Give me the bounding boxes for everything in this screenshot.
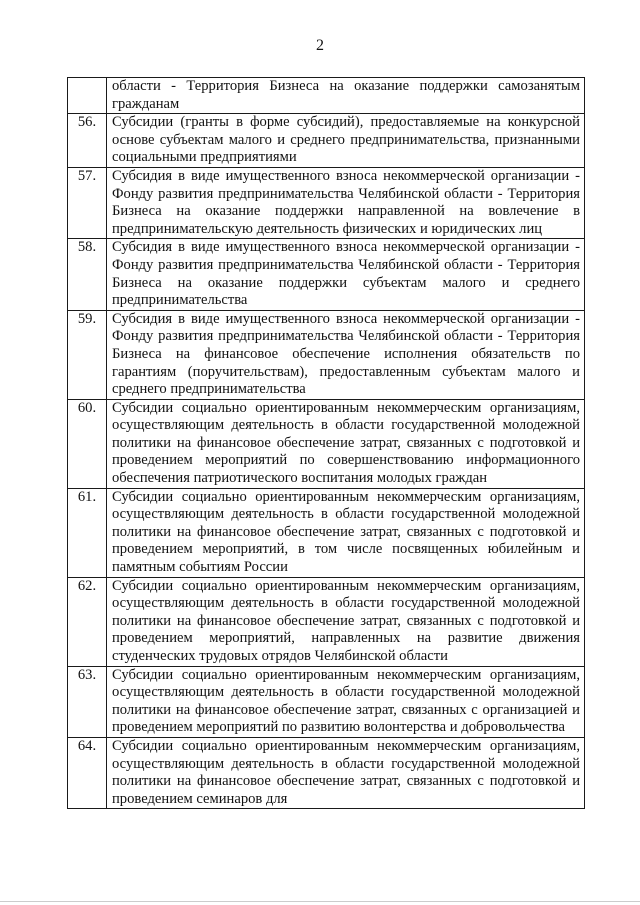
row-description: Субсидия в виде имущественного взноса некоммерческой организации - Фонду развития предпринимательства Челябинской области - Территория Бизнеса на оказание поддержки направленной на вовлечение в предпринимательскую деятельность физических и юридических лиц <box>107 167 585 238</box>
table-row <box>68 488 585 577</box>
subsidy-table <box>67 77 585 809</box>
row-number: 64. <box>68 737 107 808</box>
table-row <box>68 737 585 808</box>
table-row <box>68 666 585 737</box>
row-number: 57. <box>68 167 107 238</box>
row-number: 58. <box>68 239 107 310</box>
row-number: 56. <box>68 114 107 168</box>
page-bottom-rule <box>0 901 640 902</box>
table-row <box>68 78 585 114</box>
row-description: Субсидия в виде имущественного взноса некоммерческой организации - Фонду развития предпринимательства Челябинской области - Территория Бизнеса на оказание поддержки субъектам малого и среднего предпринимательства <box>107 239 585 310</box>
row-description: Субсидии (гранты в форме субсидий), предоставляемые на конкурсной основе субъектам малого и среднего предпринимательства, признанными социальными предприятиями <box>107 114 585 168</box>
row-description: Субсидии социально ориентированным некоммерческим организациям, осуществляющим деятельность в области государственной молодежной политики на финансовое обеспечение затрат, связанных с подготовкой и проведением мероприятий по совершенствованию информационного обеспечения патриотического воспитания молодых граждан <box>107 399 585 488</box>
row-number: 62. <box>68 577 107 666</box>
row-description: Субсидии социально ориентированным некоммерческим организациям, осуществляющим деятельность в области государственной молодежной политики на финансовое обеспечение затрат, связанных с организацией и проведением мероприятий по развитию волонтерства и добровольчества <box>107 666 585 737</box>
row-description: области - Территория Бизнеса на оказание поддержки самозанятым гражданам <box>107 78 585 114</box>
row-description: Субсидии социально ориентированным некоммерческим организациям, осуществляющим деятельность в области государственной молодежной политики на финансовое обеспечение затрат, связанных с подготовкой и проведением семинаров для <box>107 737 585 808</box>
page-number: 2 <box>316 37 324 54</box>
table-row <box>68 167 585 238</box>
table-row <box>68 399 585 488</box>
table-row <box>68 310 585 399</box>
row-number: 59. <box>68 310 107 399</box>
table-row <box>68 114 585 168</box>
row-number: 61. <box>68 488 107 577</box>
table-row <box>68 577 585 666</box>
row-description: Субсидии социально ориентированным некоммерческим организациям, осуществляющим деятельность в области государственной молодежной политики на финансовое обеспечение затрат, связанных с подготовкой и проведением мероприятий, в том числе посвященных юбилейным и памятным событиям России <box>107 488 585 577</box>
table-row <box>68 239 585 310</box>
row-number: 60. <box>68 399 107 488</box>
row-number: 63. <box>68 666 107 737</box>
row-number <box>68 78 107 114</box>
row-description: Субсидия в виде имущественного взноса некоммерческой организации - Фонду развития предпринимательства Челябинской области - Территория Бизнеса на финансовое обеспечение исполнения обязательств по гарантиям (поручительствам), предоставленным субъектам малого и среднего предпринимательства <box>107 310 585 399</box>
row-description: Субсидии социально ориентированным некоммерческим организациям, осуществляющим деятельность в области государственной молодежной политики на финансовое обеспечение затрат, связанных с подготовкой и проведением мероприятий, направленных на развитие движения студенческих трудовых отрядов Челябинской области <box>107 577 585 666</box>
